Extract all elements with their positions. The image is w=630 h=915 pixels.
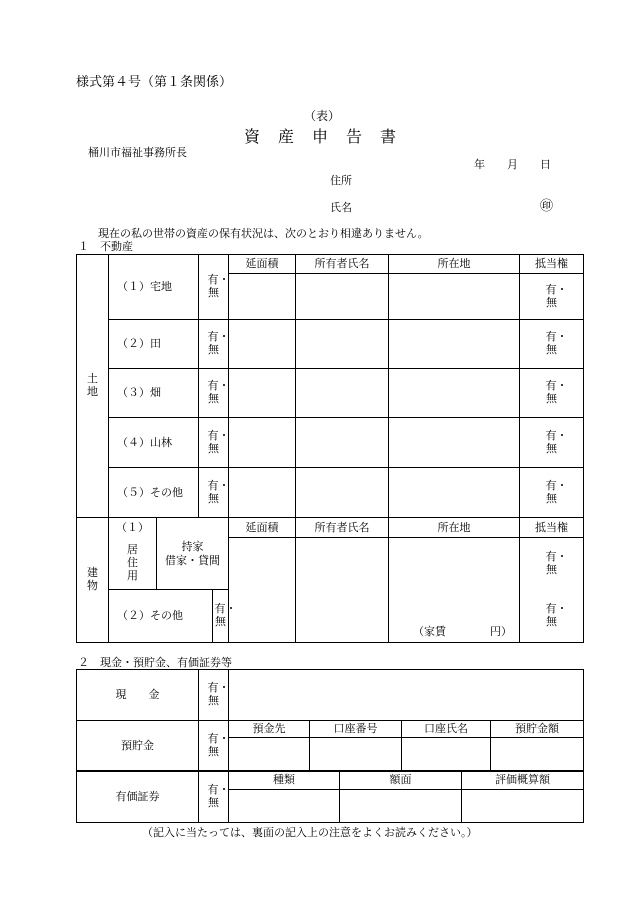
land-location-cell[interactable] [389,274,520,320]
name-label: 氏名 [330,201,352,214]
land-location-cell[interactable] [389,369,520,418]
land-owner-cell[interactable] [296,369,389,418]
header-account-name: 口座氏名 [402,721,491,738]
building-group-label: 建物 [77,518,109,643]
securities-label: 有価証券 [77,771,199,823]
building-other-mortgage: 有・無 [520,590,584,643]
land-area-cell[interactable] [229,369,296,418]
header-mortgage: 抵当権 [520,518,584,538]
date-line: 年 月 日 [474,158,551,171]
land-location-cell[interactable] [389,418,520,468]
land-owner-cell[interactable] [296,468,389,518]
land-area-cell[interactable] [229,468,296,518]
building-other-umu: 有・無 [213,590,229,643]
cash-amount-cell[interactable] [229,670,584,721]
rent-note: （家賃 円） [413,624,512,638]
addressee: 桶川市福祉事務所長 [88,146,187,159]
building-location-cell[interactable] [389,538,520,643]
building-table [76,517,584,643]
building-area-cell[interactable] [229,538,296,643]
land-location-cell[interactable] [389,320,520,369]
land-area-cell[interactable] [229,274,296,320]
land-row-label: （５）その他 [109,468,199,518]
securities-umu: 有・無 [199,771,229,823]
land-table [76,254,584,518]
header-face-value: 額面 [340,771,462,790]
header-owner: 所有者氏名 [296,255,389,274]
land-location-cell[interactable] [389,468,520,518]
header-owner: 所有者氏名 [296,518,389,538]
residence-number: （１） [109,518,157,538]
deposit-table [76,720,584,772]
securities-estimated-value-cell[interactable] [462,790,584,823]
deposit-umu: 有・無 [199,721,229,772]
deposit-account-number-cell[interactable] [310,738,402,772]
land-umu: 有・無 [199,418,229,468]
header-bank: 預金先 [229,721,310,738]
header-estimated-value: 評価概算額 [462,771,584,790]
header-area: 延面積 [229,518,296,538]
land-row-label: （３）畑 [109,369,199,418]
land-owner-cell[interactable] [296,274,389,320]
address-label: 住所 [330,174,352,187]
header-location: 所在地 [389,255,520,274]
deposit-label: 預貯金 [77,721,199,772]
land-umu: 有・無 [199,320,229,369]
residence-mortgage: 有・無 [520,538,584,590]
land-mortgage: 有・無 [520,320,584,369]
cash-umu: 有・無 [199,670,229,721]
land-row-label: （１）宅地 [109,255,199,320]
header-mortgage: 抵当権 [520,255,584,274]
land-umu: 有・無 [199,369,229,418]
deposit-amount-cell[interactable] [491,738,584,772]
deposit-bank-cell[interactable] [229,738,310,772]
securities-kind-cell[interactable] [229,790,340,823]
land-mortgage: 有・無 [520,369,584,418]
residence-type: 持家 借家・貸間 [157,518,229,590]
form-number: 様式第４号（第１条関係） [76,75,233,90]
residence-label: 居住用 [109,538,157,590]
land-owner-cell[interactable] [296,418,389,468]
declaration-text: 現在の私の世帯の資産の保有状況は、次のとおり相違ありません。 [98,227,429,240]
securities-table [76,770,584,823]
header-area: 延面積 [229,255,296,274]
building-owner-cell[interactable] [296,538,389,643]
securities-face-value-cell[interactable] [340,790,462,823]
section1-heading: １ 不動産 [78,240,133,253]
header-location: 所在地 [389,518,520,538]
omote-label: （表） [304,109,341,123]
seal-icon: ㊞ [540,199,554,214]
land-area-cell[interactable] [229,418,296,468]
header-account-number: 口座番号 [310,721,402,738]
land-owner-cell[interactable] [296,320,389,369]
land-area-cell[interactable] [229,320,296,369]
footer-note: （記入に当たっては、裏面の記入上の注意をよくお読みください。） [142,826,478,839]
document-title: 資 産 申 告 書 [244,127,398,146]
land-row-label: （４）山林 [109,418,199,468]
section2-heading: ２ 現金・預貯金、有価証券等 [78,656,232,669]
land-row-label: （２）田 [109,320,199,369]
header-deposit-amount: 預貯金額 [491,721,584,738]
building-other-label: （２）その他 [109,590,213,643]
cash-table [76,669,584,721]
header-kind: 種類 [229,771,340,790]
land-umu: 有・無 [199,255,229,320]
deposit-account-name-cell[interactable] [402,738,491,772]
land-mortgage: 有・無 [520,274,584,320]
land-umu: 有・無 [199,468,229,518]
cash-label: 現 金 [77,670,199,721]
land-mortgage: 有・無 [520,468,584,518]
land-group-label: 土地 [77,255,109,518]
land-mortgage: 有・無 [520,418,584,468]
